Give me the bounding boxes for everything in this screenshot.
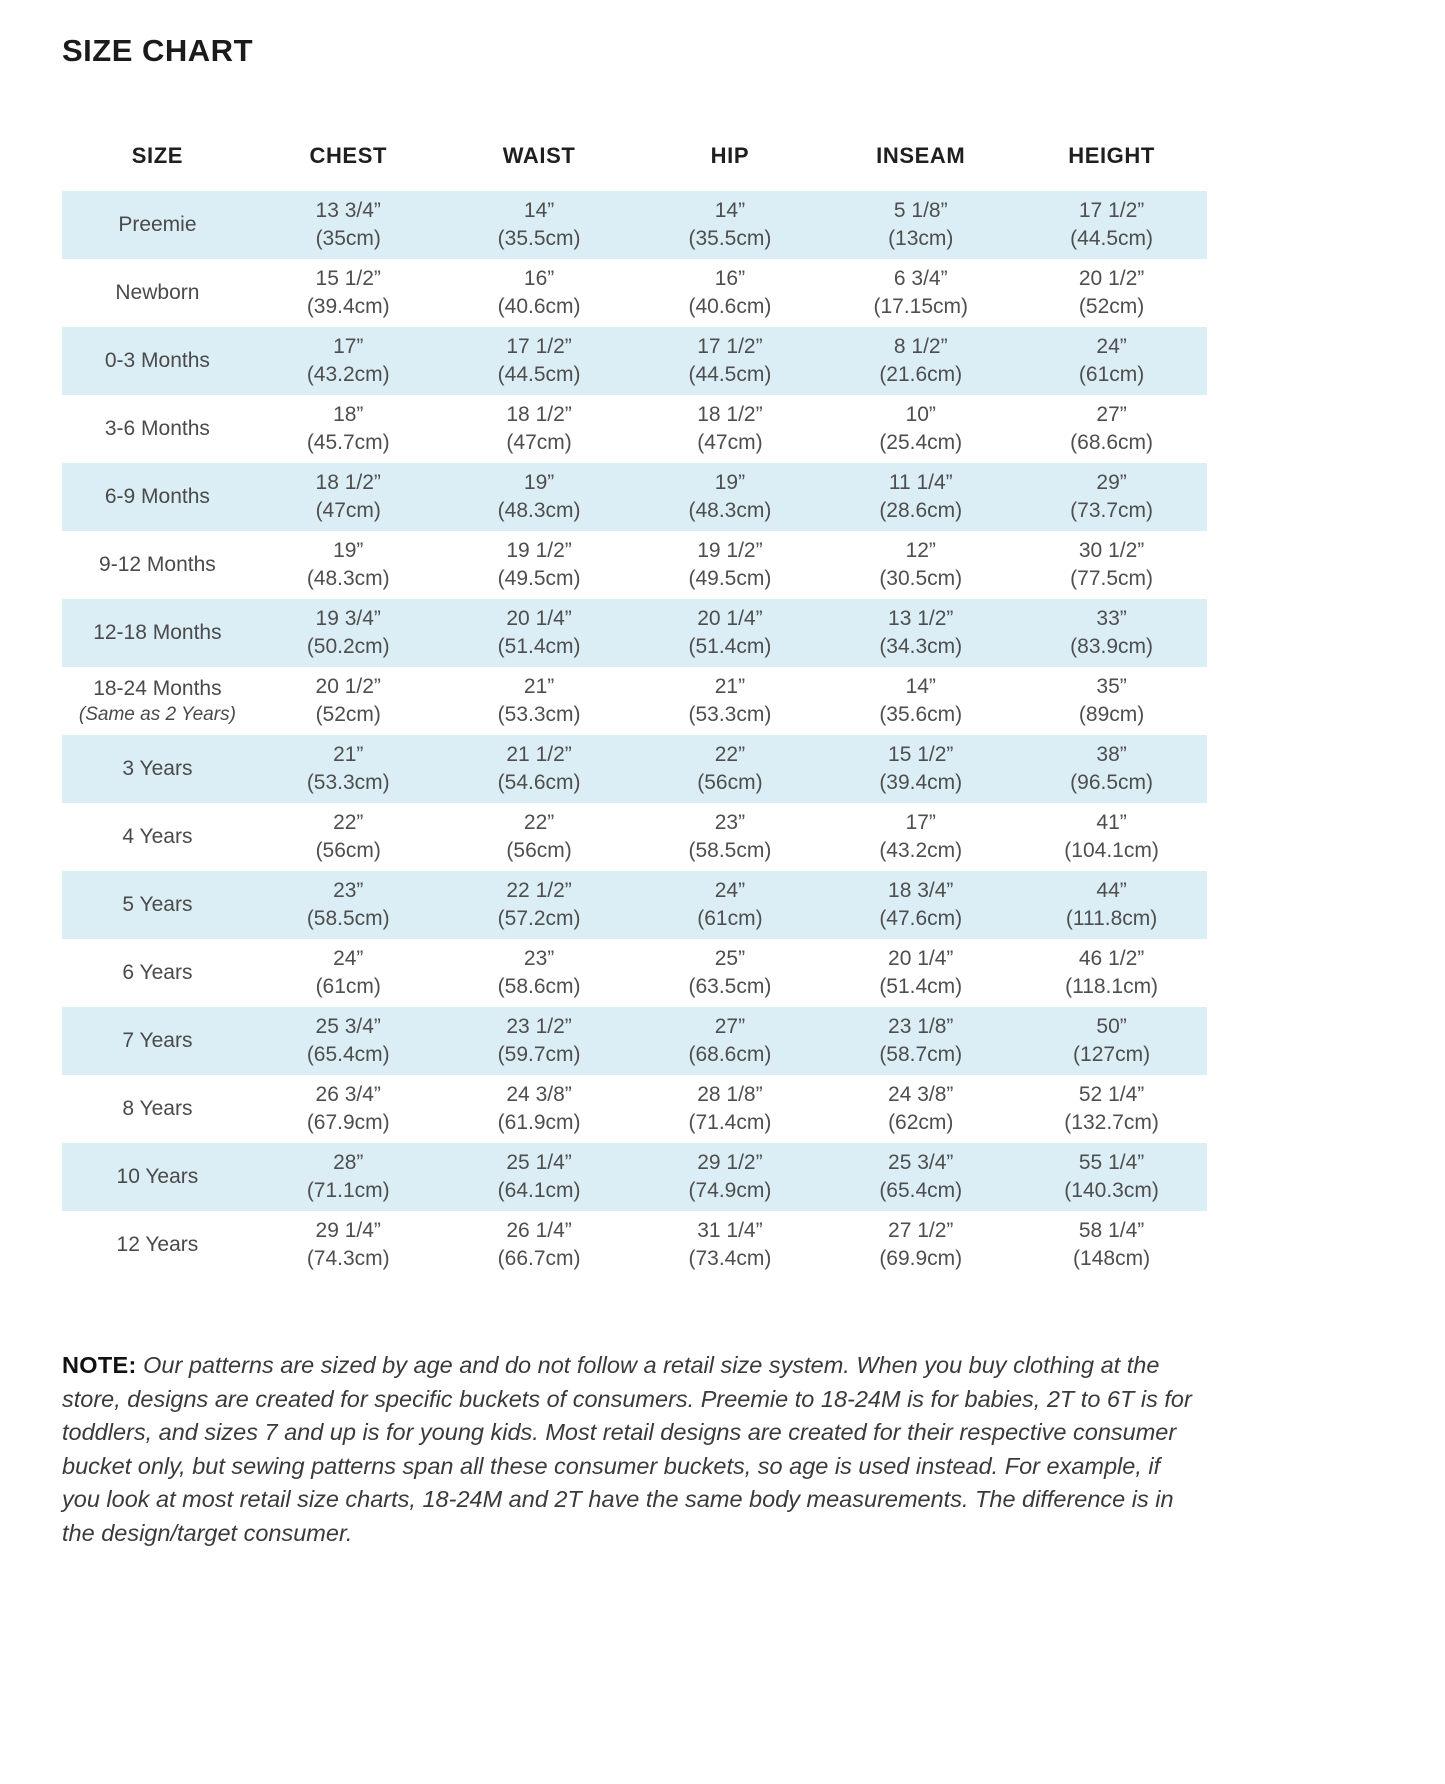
inseam-cell: 15 1/2” (39.4cm) <box>879 743 963 794</box>
column-header-hip: HIP <box>710 143 750 168</box>
chest-cell: 15 1/2” (39.4cm) <box>306 267 390 318</box>
hip-cell: 16” (40.6cm) <box>688 267 772 318</box>
chest-cell: 21” (53.3cm) <box>306 743 390 794</box>
inseam-cell: 12” (30.5cm) <box>879 539 963 590</box>
column-header-waist: WAIST <box>502 143 576 168</box>
hip-cell: 19” (48.3cm) <box>688 471 772 522</box>
inseam-cell: 6 3/4” (17.15cm) <box>873 267 968 318</box>
chest-cell: 18” (45.7cm) <box>306 403 390 454</box>
waist-cell: 20 1/4” (51.4cm) <box>497 607 581 658</box>
hip-cell: 22” (56cm) <box>697 743 763 794</box>
inseam-cell: 24 3/8” (62cm) <box>888 1083 954 1134</box>
waist-cell: 18 1/2” (47cm) <box>506 403 572 454</box>
column-header-size: SIZE <box>131 143 184 168</box>
table-row <box>62 259 1207 327</box>
hip-cell: 23” (58.5cm) <box>688 811 772 862</box>
inseam-cell: 23 1/8” (58.7cm) <box>879 1015 963 1066</box>
table-row <box>62 1007 1207 1075</box>
waist-cell: 16” (40.6cm) <box>497 267 581 318</box>
hip-cell: 27” (68.6cm) <box>688 1015 772 1066</box>
inseam-cell: 8 1/2” (21.6cm) <box>879 335 963 386</box>
chest-cell: 17” (43.2cm) <box>306 335 390 386</box>
hip-cell: 31 1/4” (73.4cm) <box>688 1219 772 1270</box>
table-row <box>62 327 1207 395</box>
size-label: 3 Years <box>122 757 193 780</box>
table-row <box>62 667 1207 735</box>
size-label: 8 Years <box>122 1097 193 1120</box>
waist-cell: 21 1/2” (54.6cm) <box>497 743 581 794</box>
table-row <box>62 463 1207 531</box>
height-cell: 38” (96.5cm) <box>1070 743 1153 794</box>
inseam-cell: 20 1/4” (51.4cm) <box>879 947 963 998</box>
height-cell: 50” (127cm) <box>1073 1015 1151 1066</box>
size-label: 6-9 Months <box>104 485 210 508</box>
hip-cell: 20 1/4” (51.4cm) <box>688 607 772 658</box>
inseam-cell: 27 1/2” (69.9cm) <box>879 1219 963 1270</box>
waist-cell: 25 1/4” (64.1cm) <box>497 1151 581 1202</box>
size-table <box>62 129 1207 1279</box>
height-cell: 52 1/4” (132.7cm) <box>1064 1083 1159 1134</box>
size-label: 12 Years <box>116 1233 199 1256</box>
height-cell: 46 1/2” (118.1cm) <box>1065 947 1159 998</box>
hip-cell: 28 1/8” (71.4cm) <box>688 1083 772 1134</box>
waist-cell: 23 1/2” (59.7cm) <box>497 1015 581 1066</box>
size-label: 12-18 Months <box>93 621 222 644</box>
waist-cell: 22 1/2” (57.2cm) <box>497 879 581 930</box>
waist-cell: 14” (35.5cm) <box>497 199 581 250</box>
size-label: Preemie <box>118 213 197 236</box>
height-cell: 44” (111.8cm) <box>1065 879 1158 930</box>
size-label: 6 Years <box>122 961 193 984</box>
chest-cell: 13 3/4” (35cm) <box>315 199 381 250</box>
chest-cell: 18 1/2” (47cm) <box>315 471 381 522</box>
column-header-inseam: INSEAM <box>876 143 966 168</box>
chest-cell: 19” (48.3cm) <box>306 539 390 590</box>
hip-cell: 18 1/2” (47cm) <box>697 403 763 454</box>
table-row <box>62 871 1207 939</box>
inseam-cell: 25 3/4” (65.4cm) <box>879 1151 963 1202</box>
inseam-cell: 13 1/2” (34.3cm) <box>879 607 963 658</box>
note-text: Our patterns are sized by age and do not follow a retail size system. When you buy clothing at the store, designs are created for specific buckets of consumers. Preemie to 18-24M is for babies, 2T to 6T is for toddlers, and sizes 7 and up is for young kids. Most retail designs are created for their respective consumer bucket only, but sewing patterns span all these consumer buckets, so age is used instead. For example, if you look at most retail size charts, 18-24M and 2T have the same body measurements. The difference is in the design/target consumer. <box>62 1352 1192 1546</box>
height-cell: 20 1/2” (52cm) <box>1078 267 1145 318</box>
chest-cell: 28” (71.1cm) <box>306 1151 390 1202</box>
size-label: 7 Years <box>122 1029 193 1052</box>
chest-cell: 23” (58.5cm) <box>306 879 390 930</box>
height-cell: 17 1/2” (44.5cm) <box>1070 199 1153 250</box>
chest-cell: 22” (56cm) <box>315 811 381 862</box>
height-cell: 41” (104.1cm) <box>1064 811 1159 862</box>
column-header-chest: CHEST <box>309 143 388 168</box>
size-sub-note: (Same as 2 Years) <box>78 704 236 725</box>
table-row <box>62 1075 1207 1143</box>
chest-cell: 19 3/4” (50.2cm) <box>306 607 390 658</box>
height-cell: 58 1/4” (148cm) <box>1073 1219 1151 1270</box>
size-label: 0-3 Months <box>104 349 210 372</box>
size-label: 4 Years <box>122 825 193 848</box>
waist-cell: 21” (53.3cm) <box>497 675 581 726</box>
waist-cell: 23” (58.6cm) <box>497 947 581 998</box>
waist-cell: 19 1/2” (49.5cm) <box>497 539 581 590</box>
table-row <box>62 191 1207 259</box>
height-cell: 33” (83.9cm) <box>1070 607 1153 658</box>
size-label: 9-12 Months <box>99 553 216 576</box>
table-row <box>62 1211 1207 1279</box>
table-row <box>62 531 1207 599</box>
inseam-cell: 10” (25.4cm) <box>879 403 963 454</box>
hip-cell: 21” (53.3cm) <box>688 675 772 726</box>
hip-cell: 29 1/2” (74.9cm) <box>688 1151 772 1202</box>
table-row <box>62 395 1207 463</box>
height-cell: 55 1/4” (140.3cm) <box>1064 1151 1159 1202</box>
chest-cell: 25 3/4” (65.4cm) <box>306 1015 390 1066</box>
waist-cell: 19” (48.3cm) <box>497 471 581 522</box>
table-body <box>62 191 1207 1279</box>
hip-cell: 14” (35.5cm) <box>688 199 772 250</box>
chest-cell: 20 1/2” (52cm) <box>315 675 381 726</box>
size-label: 18-24 Months (Same as 2 Years) <box>62 675 253 727</box>
table-header-row <box>62 129 1207 191</box>
inseam-cell: 18 3/4” (47.6cm) <box>879 879 963 930</box>
hip-cell: 19 1/2” (49.5cm) <box>688 539 772 590</box>
chest-cell: 29 1/4” (74.3cm) <box>306 1219 390 1270</box>
chest-cell: 26 3/4” (67.9cm) <box>306 1083 390 1134</box>
waist-cell: 22” (56cm) <box>506 811 572 862</box>
hip-cell: 17 1/2” (44.5cm) <box>688 335 772 386</box>
height-cell: 30 1/2” (77.5cm) <box>1070 539 1153 590</box>
inseam-cell: 14” (35.6cm) <box>879 675 963 726</box>
size-label: 5 Years <box>122 893 193 916</box>
note-label: NOTE: <box>62 1352 137 1378</box>
chest-cell: 24” (61cm) <box>315 947 381 998</box>
waist-cell: 26 1/4” (66.7cm) <box>497 1219 581 1270</box>
waist-cell: 24 3/8” (61.9cm) <box>497 1083 581 1134</box>
table-row <box>62 599 1207 667</box>
page-title: SIZE CHART <box>62 33 253 68</box>
note <box>62 1349 1200 1550</box>
table-row <box>62 735 1207 803</box>
table-row <box>62 939 1207 1007</box>
table-row <box>62 1143 1207 1211</box>
inseam-cell: 17” (43.2cm) <box>879 811 963 862</box>
size-label: Newborn <box>115 281 200 304</box>
height-cell: 27” (68.6cm) <box>1070 403 1153 454</box>
inseam-cell: 5 1/8” (13cm) <box>888 199 954 250</box>
table-row <box>62 803 1207 871</box>
waist-cell: 17 1/2” (44.5cm) <box>497 335 581 386</box>
size-label: 3-6 Months <box>104 417 210 440</box>
column-header-height: HEIGHT <box>1068 143 1155 168</box>
height-cell: 24” (61cm) <box>1078 335 1145 386</box>
size-label: 10 Years <box>116 1165 199 1188</box>
inseam-cell: 11 1/4” (28.6cm) <box>879 471 963 522</box>
hip-cell: 24” (61cm) <box>697 879 763 930</box>
hip-cell: 25” (63.5cm) <box>688 947 772 998</box>
height-cell: 29” (73.7cm) <box>1070 471 1153 522</box>
height-cell: 35” (89cm) <box>1078 675 1145 726</box>
